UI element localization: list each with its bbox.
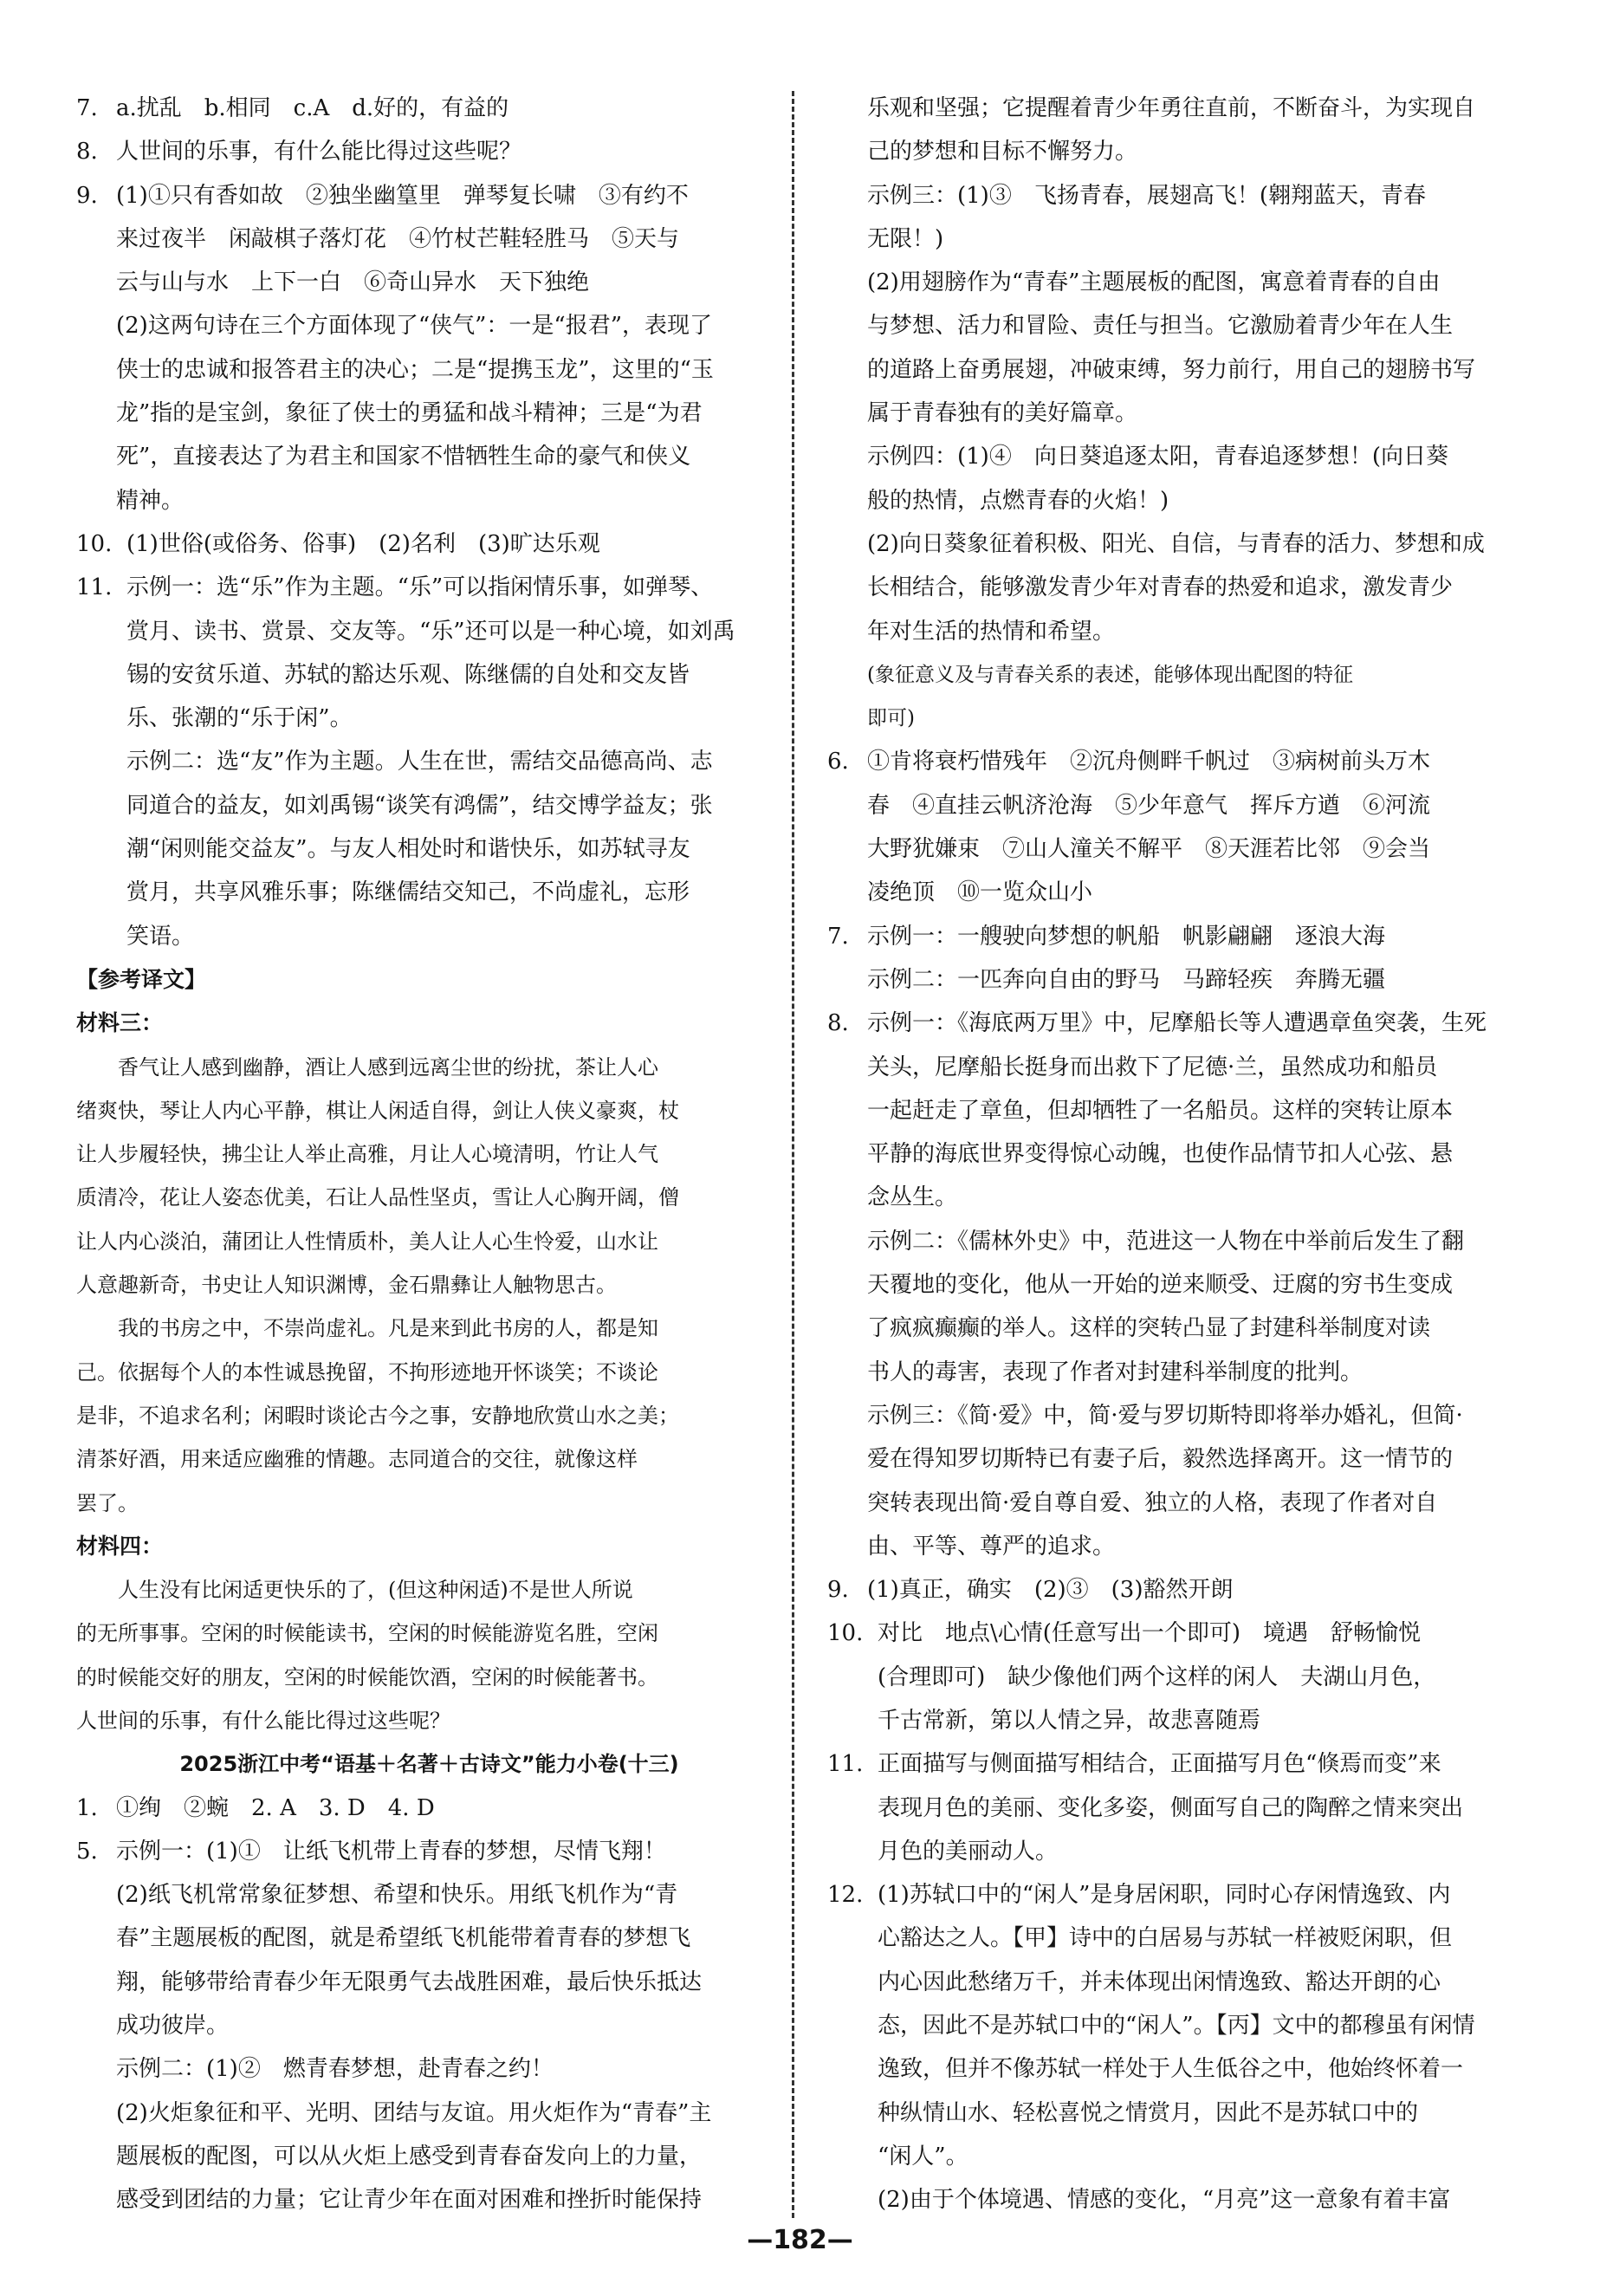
material-4-heading: 材料四： xyxy=(76,1533,164,1559)
page-number: —182— xyxy=(747,2225,853,2255)
answer-11: 11. 示例一：选“乐”作为主题。“乐”可以指闲情乐事，如弹琴、 赏月、读书、赏景、交友等。“乐”还可以是一种心境，如刘禹 锡的安贫乐道、苏轼的豁达乐观、陈继儒的自处和交友皆 乐、张潮的“乐于闲”。 示例二：选“友”作为主题。人生在世，需结交品德高尚、志 同道合的益友，如刘禹锡“谈笑有鸿儒”，结交博学益友；张 潮“闲则能交益友”。与友人相处时和谐快乐，如苏轼寻友 赏月，共享风雅乐事；陈继儒结交知己，不尚虚礼，忘形 笑语。 xyxy=(76,574,735,950)
answer-10: 10. (1)世俗(或俗务、俗事) (2)名利 (3)旷达乐观 xyxy=(76,530,600,557)
answer-5: 5. 示例一：(1)① 让纸飞机带上青春的梦想，尽情飞翔！ (2)纸飞机常常象征梦想、希望和快乐。用纸飞机作为“青 春”主题展板的配图，就是希望纸飞机能带着青春的梦想飞 翔，能够带给青春少年无限勇气去战胜困难，最后快乐抵达 成功彼岸。 示例二：(1)② 燃青春梦想，赴青春之约！ (2)火炬象征和平、光明、团结与友谊。用火炬作为“青春”主 题展板的配图，可以从火炬上感受到青春奋发向上的力量， 感受到团结的力量；它让青少年在面对困难和挫折时能保持 xyxy=(76,1838,712,2214)
scoring-note: (象征意义及与青春关系的表述，能够体现出配图的特征 即可) xyxy=(867,663,1353,730)
answer-7: 7. a.扰乱 b.相同 c.A d.好的，有益的 xyxy=(76,95,509,121)
answer-6: 6. ①肯将衰朽惜残年 ②沉舟侧畔千帆过 ③病树前头万木 春 ④直挂云帆济沧海 ⑤少年意气 挥斥方遒 ⑥河流 大野犹嫌束 ⑦山人潼关不解平 ⑧天涯若比邻 ⑨会当 凌绝顶 ⑩一览众山小 xyxy=(827,749,1431,906)
answer-8: 8. 示例一：《海底两万里》中，尼摩船长等人遭遇章鱼突袭，生死 关头，尼摩船长挺身而出救下了尼德·兰，虽然成功和船员 一起赶走了章鱼，但却牺牲了一名船员。这样的突转让原本 平静的海底世界变得惊心动魄，也使作品情节扣人心弦、悬 念丛生。 示例二：《儒林外史》中，范进这一人物在中举前后发生了翻 天覆地的变化，他从一开始的逆来顺受、迂腐的穷书生变成 了疯疯癫癫的举人。这样的突转凸显了封建科举制度对读 书人的毒害，表现了作者对封建科举制度的批判。 示例三：《简·爱》中，简·爱与罗切斯特即将举办婚礼，但简· 爱在得知罗切斯特已有妻子后，毅然选择离开。这一情节的 突转表现出简·爱自尊自爱、独立的人格，表现了作者对自 由、平等、尊严的追求。 xyxy=(827,1010,1487,1560)
answer-12: 12. (1)苏轼口中的“闲人”是身居闲职，同时心存闲情逸致、内 心豁达之人。【甲】诗中的白居易与苏轼一样被贬闲职，但 内心因此愁绪万千，并未体现出闲情逸致、豁达开朗的心 态，因此不是苏轼口中的“闲人”。【丙】文中的都穆虽有闲情 逸致，但并不像苏轼一样处于人生低谷之中，他始终怀着一 种纵情山水、轻松喜悦之情赏月，因此不是苏轼口中的 “闲人”。 (2)由于个体境遇、情感的变化，“月亮”这一意象有着丰富 xyxy=(827,1882,1475,2214)
answer-1-4: 1. ①绚 ②蜿 2. A 3. D 4. D xyxy=(76,1794,435,1821)
column-divider xyxy=(792,91,794,2218)
answer-5-continued: 乐观和坚强；它提醒着青少年勇往直前，不断奋斗，为实现自 己的梦想和目标不懈努力。 示例三：(1)③ 飞扬青春，展翅高飞！(翱翔蓝天，青春 无限！) (2)用翅膀作为“青春”主题展板的配图，寓意着青春的自由 与梦想、活力和冒险、责任与担当。它激励着青少年在人生 的道路上奋勇展翅，冲破束缚，努力前行，用自己的翅膀书写 属于青春独有的美好篇章。 示例四：(1)④ 向日葵追逐太阳，青春追逐梦想！(向日葵 般的热情，点燃青春的火焰！) (2)向日葵象征着积极、阳光、自信，与青春的活力、梦想和成 长相结合，能够激发青少年对青春的热爱和追求，激发青少 年对生活的热情和希望。 xyxy=(867,95,1485,645)
reference-translation-heading: 【参考译文】 xyxy=(76,966,207,992)
answer-7: 7. 示例一：一艘驶向梦想的帆船 帆影翩翩 逐浪大海 示例二：一匹奔向自由的野马 马蹄轻疾 奔腾无疆 xyxy=(827,923,1386,993)
material-3-heading: 材料三： xyxy=(76,1010,164,1036)
right-column xyxy=(827,87,1525,2222)
answer-8: 8. 人世间的乐事，有什么能比得过这些呢？ xyxy=(76,139,522,165)
answer-9: 9. (1)①只有香如故 ②独坐幽篁里 弹琴复长啸 ③有约不 来过夜半 闲敲棋子落灯花 ④竹杖芒鞋轻胜马 ⑤天与 云与山与水 上下一白 ⑥奇山异水 天下独绝 (2)这两句诗在三个方面体现了“侠气”：一是“报君”，表现了 侠士的忠诚和报答君主的决心；二是“提携玉龙”，这里的“玉 龙”指的是宝剑，象征了侠士的勇猛和战斗精神；三是“为君 死”，直接表达了为君主和国家不惜牺牲生命的豪气和侠义 精神。 xyxy=(76,182,714,514)
left-column xyxy=(76,87,782,2222)
material-3-text: 香气让人感到幽静，酒让人感到远离尘世的纷扰，茶让人心 绪爽快，琴让人内心平静，棋让人闲适自得，剑让人侠义豪爽，杖 让人步履轻快，拂尘让人举止高雅，月让人心境清明，竹让人气 质清冷，花让人姿态优美，石让人品性坚贞，雪让人心胸开阔，僧 让人内心淡泊，蒲团让人性情质朴，美人让人心生怜爱，山水让 人意趣新奇，书史让人知识渊博，金石鼎彝让人触物思古。 我的书房之中，不崇尚虚礼。凡是来到此书房的人，都是知 己。依据每个人的本性诚恳挽留，不拘形迹地开怀谈笑；不谈论 是非，不追求名利；闲暇时谈论古今之事，安静地欣赏山水之美； 清茶好酒，用来适应幽雅的情趣。志同道合的交往，就像这样 罢了。 xyxy=(76,1054,679,1515)
answer-9: 9. (1)真正，确实 (2)③ (3)豁然开朗 xyxy=(827,1577,1234,1604)
section-title: 2025浙江中考“语基＋名著＋古诗文”能力小卷(十三) xyxy=(179,1752,679,1777)
answer-10: 10. 对比 地点\心情(任意写出一个即可) 境遇 舒畅愉悦 (合理即可) 缺少像他们两个这样的闲人 夫湖山月色， 千古常新，第以人情之异，故悲喜随焉 xyxy=(827,1620,1436,1734)
material-4-text: 人生没有比闲适更快乐的了，(但这种闲适)不是世人所说 的无所事事。空闲的时候能读书，空闲的时候能游览名胜，空闲 的时候能交好的朋友，空闲的时候能饮酒，空闲的时候能著书。 人世间的乐事，有什么能比得过这些呢？ xyxy=(76,1578,658,1733)
answer-11: 11. 正面描写与侧面描写相结合，正面描写月色“倏焉而变”来 表现月色的美丽、变化多姿，侧面写自己的陶醉之情来突出 月色的美丽动人。 xyxy=(827,1751,1464,1865)
